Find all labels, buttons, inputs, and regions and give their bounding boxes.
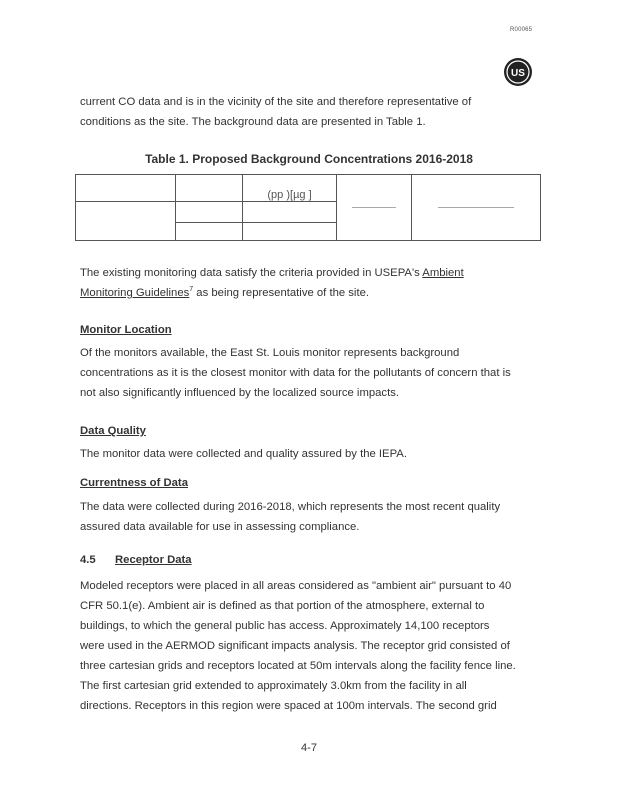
text-line: The first cartesian grid extended to approximately 3.0km from the facility in all [80,680,467,692]
monitor-location-paragraph [80,343,550,403]
section-title: Receptor Data [115,554,192,566]
currentness-paragraph [80,497,550,537]
section-number: 4.5 [80,554,96,566]
text-line: concentrations as it is the closest monitor with data for the pollutants of concern that is [80,367,511,379]
table-cell [76,175,176,202]
table-cell [242,223,337,241]
table-cell [175,202,242,223]
intro-line-1: current CO data and is in the vicinity of the site and therefore representative of [80,96,472,108]
company-logo [503,57,533,87]
faint-rule [352,207,396,208]
text-line: Of the monitors available, the East St. Louis monitor represents background [80,347,460,359]
background-concentrations-table [75,174,541,241]
table-cell [175,175,242,202]
guidelines-link-part1[interactable]: Ambient [422,267,464,279]
document-stamp: R00065 [510,27,533,33]
unit-header-cell: (pp )[µg ] [242,175,337,202]
faint-rule [438,207,515,208]
text-line: The monitor data were collected and quality assured by the IEPA. [80,448,407,460]
table-cell [337,175,412,241]
table-cell [175,223,242,241]
receptor-paragraph [80,576,550,716]
monitoring-text: The existing monitoring data satisfy the criteria provided in USEPA's [80,267,423,279]
intro-line-2: conditions as the site. The background data are presented in Table 1. [80,116,426,128]
monitoring-paragraph [80,263,550,303]
currentness-heading: Currentness of Data [80,477,188,489]
text-line: not also significantly influenced by the localized source impacts. [80,387,399,399]
data-quality-heading: Data Quality [80,425,146,437]
text-line: were used in the AERMOD significant impacts analysis. The receptor grid consisted of [80,640,510,652]
monitor-location-heading: Monitor Location [80,324,172,336]
guidelines-link-part2[interactable]: Monitoring Guidelines [80,287,190,299]
table-row [76,175,541,202]
data-quality-paragraph [80,444,550,464]
intro-paragraph [80,92,550,132]
table-cell [76,202,176,241]
page-number: 4-7 [301,742,317,754]
table-cell [242,202,337,223]
text-line: CFR 50.1(e). Ambient air is defined as that portion of the atmosphere, external to [80,600,485,612]
svg-text:US: US [511,68,525,79]
text-line: directions. Receptors in this region were spaced at 100m intervals. The second grid [80,700,497,712]
text-line: assured data available for use in assessing compliance. [80,521,360,533]
table-cell [412,175,541,241]
text-line: buildings, to which the general public has access. Approximately 14,100 receptors [80,620,490,632]
table-caption: Table 1. Proposed Background Concentrations 2016-2018 [145,152,473,166]
text-line: three cartesian grids and receptors located at 50m intervals along the facility fence line. [80,660,516,672]
footnote-ref: 7 [189,286,194,294]
text-line: The data were collected during 2016-2018, which represents the most recent quality [80,501,501,513]
monitoring-text-end: as being representative of the site. [193,287,370,299]
text-line: Modeled receptors were placed in all areas considered as "ambient air" pursuant to 40 [80,580,512,592]
